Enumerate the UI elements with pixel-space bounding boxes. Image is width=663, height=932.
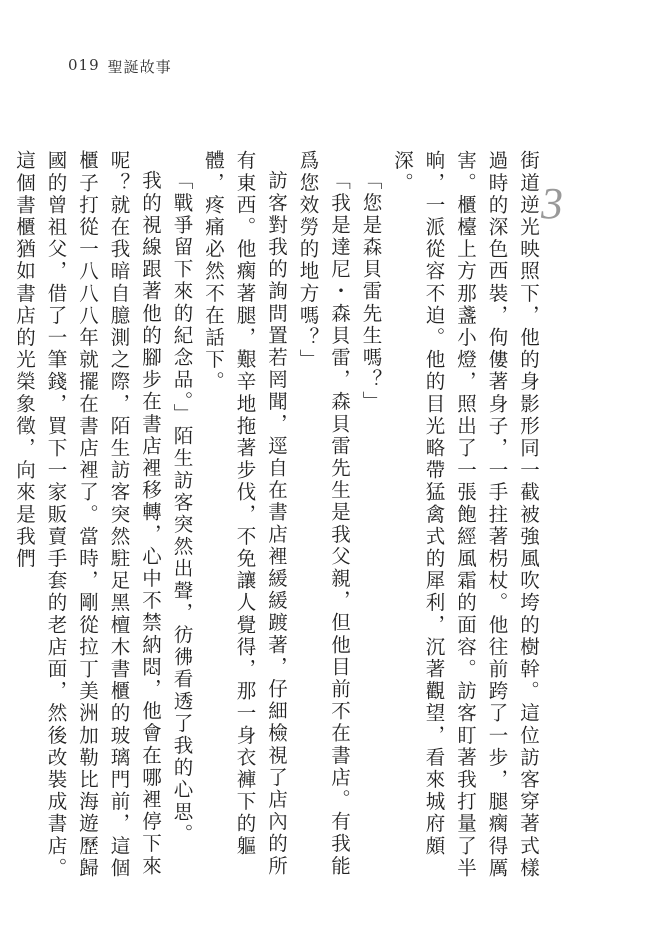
paragraph: 「我是達尼・森貝雷，森貝雷先生是我父親，但他目前不在書店。有我能爲您效勞的地方嗎？」: [296, 150, 351, 877]
paragraph: 街道逆光映照下，他的身影形同一截被強風吹垮的樹幹。這位訪客穿著式樣過時的深色西裝，佝僂著身子，一手拄著枴杖。他往前跨了一步，腿瘸得厲害。櫃檯上方那盞小燈，照出了一張飽經風霜的面容。訪客盯著我打量了半晌，一派從容不迫。他的目光略帶猛禽式的犀利，沉著觀望，看來城府頗深。: [391, 150, 540, 880]
paragraph: 訪客對我的詢問置若罔聞，逕自在書店裡緩緩踱著，仔細檢視了店內的所有東西。他瘸著腿，艱辛地拖著步伐，不免讓人覺得，那一身衣褲下的軀體，疼痛必然不在話下。: [202, 150, 288, 877]
book-title: 聖誕故事: [107, 58, 172, 76]
paragraph: 「您是森貝雷先生嗎？」: [359, 169, 383, 413]
chapter-number: 3: [541, 179, 563, 228]
paragraph: 「戰爭留下來的紀念品。」陌生訪客突然出聲，彷彿看透了我的心思。: [170, 169, 194, 845]
paragraph: 我的視線跟著他的腳步在書店裡移轉，心中不禁納悶，他會在哪裡停下來呢？就在我暗自臆測之際，陌生訪客突然駐足黑檀木書櫃的玻璃門前，這個櫃子打從一八八八年就擺在書店裡了。當時，剛從拉丁美洲加勒比海遊歷歸國的曾祖父，借了一筆錢，買下一家販賣手套的老店面，然後改裝成書店。這個書櫃猶如書店的光榮象徵，向來是我們: [13, 150, 162, 880]
page-number: 019: [68, 56, 100, 74]
vertical-body-text: [13, 150, 544, 898]
running-header: [68, 56, 172, 77]
